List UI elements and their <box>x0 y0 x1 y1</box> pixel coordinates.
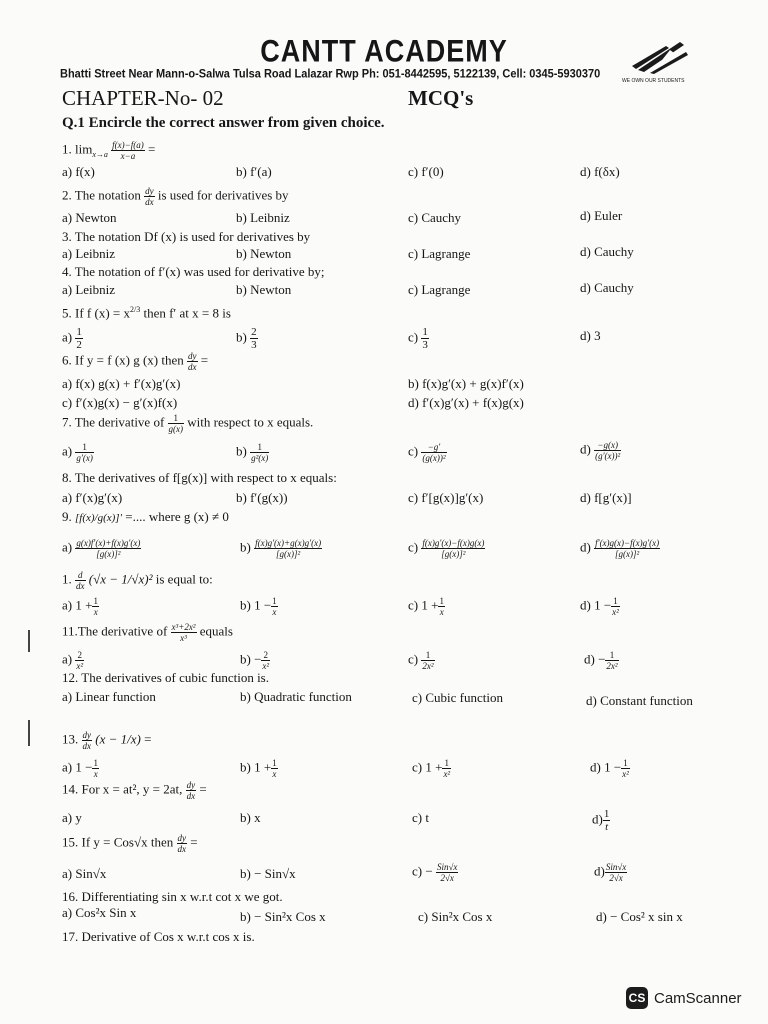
question-5: 5. If f $(x) = x^{2/3}$ then f′ at x = 8 is <box>62 305 231 321</box>
q16-option-d[interactable]: d) − Cos² x sin x <box>596 909 683 924</box>
academy-title: CANTT ACADEMY <box>260 33 508 69</box>
q4-option-a[interactable]: a) Leibniz <box>62 282 116 297</box>
q5-option-d[interactable]: d) 3 <box>580 328 601 343</box>
q14-option-b[interactable]: b) x <box>240 810 261 825</box>
q10-option-c[interactable]: c) 1 + $\frac{1}{x}$ <box>408 596 444 617</box>
q7-option-c[interactable]: c) $\frac{-g'}{\text{(g(x))²}}$ <box>408 442 446 463</box>
q10-option-d[interactable]: d) 1 − $\frac{1}{\text{x²}}$ <box>580 596 619 617</box>
q1-option-c[interactable]: c) f′(0) <box>408 164 444 179</box>
question-7: 7. The derivative of $\frac{1}{g(x)}$ with respect to x equals. <box>62 413 314 434</box>
q11-option-d[interactable]: d) − $\frac{1}{\text{2x²}}$ <box>584 650 618 671</box>
q12-option-d[interactable]: d) Constant function <box>586 693 693 708</box>
q2-option-a[interactable]: a) Newton <box>62 210 117 225</box>
q9-option-b[interactable]: b) $\frac{f(x)g'(x)+g(x)g'(x)}{\text{[g(x)]²}}$ <box>240 538 322 559</box>
q7-option-b[interactable]: b) $\frac{1}{\text{g²(x)}}$ <box>236 442 269 463</box>
q10-option-a[interactable]: a) 1 + $\frac{1}{x}$ <box>62 596 98 617</box>
q13-option-d[interactable]: d) 1 − $\frac{1}{\text{x²}}$ <box>590 758 629 779</box>
q3-option-d[interactable]: d) Cauchy <box>580 244 634 259</box>
q14-option-d[interactable]: d) $\frac{1}{t}$ <box>592 808 610 833</box>
q12-option-b[interactable]: b) Quadratic function <box>240 689 352 704</box>
question-instruction: Q.1 Encircle the correct answer from given choice. <box>62 115 385 131</box>
camscanner-label: CamScanner <box>654 990 742 1007</box>
q2-option-b[interactable]: b) Leibniz <box>236 210 290 225</box>
question-10: 1. $\frac{d}{dx}$ (√x − 1/√x)² is equal to: <box>62 570 213 591</box>
q8-option-c[interactable]: c) f′[g(x)]g′(x) <box>408 490 484 505</box>
q6-option-a[interactable]: a) f(x) g(x) + f′(x)g′(x) <box>62 376 181 391</box>
question-6: 6. If y = f (x) g (x) then $\frac{dy}{dx}$ = <box>62 351 209 372</box>
q14-option-c[interactable]: c) t <box>412 810 429 825</box>
camscanner-logo-icon: CS <box>626 987 648 1009</box>
q4-option-b[interactable]: b) Newton <box>236 282 292 297</box>
question-12: 12. The derivatives of cubic function is. <box>62 670 269 685</box>
q4-option-d[interactable]: d) Cauchy <box>580 280 634 295</box>
q12-option-c[interactable]: c) Cubic function <box>412 690 503 705</box>
q5-option-a[interactable]: a) $\frac{1}{2}$ <box>62 326 82 351</box>
q2-option-d[interactable]: d) Euler <box>580 208 623 223</box>
question-8: 8. The derivatives of f[g(x)] with respect to x equals: <box>62 470 337 485</box>
q10-option-b[interactable]: b) 1 − $\frac{1}{x}$ <box>240 596 277 617</box>
academy-tagline: WE OWN OUR STUDENTS <box>622 78 685 84</box>
margin-mark <box>28 630 30 652</box>
question-11: 11.The derivative of $\frac{\text{x³+2x²}}{\text{x³}}$ equals <box>62 622 233 643</box>
q15-option-a[interactable]: a) Sin√x <box>62 866 107 881</box>
question-17: 17. Derivative of Cos x w.r.t cos x is. <box>62 929 255 944</box>
q8-option-d[interactable]: d) f[g′(x)] <box>580 490 632 505</box>
q7-option-d[interactable]: d) $\frac{-g(x)}{\text{(g′(x))²}}$ <box>580 440 621 461</box>
question-4: 4. The notation of f′(x) was used for derivative by; <box>62 264 325 279</box>
q8-option-b[interactable]: b) f′(g(x)) <box>236 490 288 505</box>
q9-option-c[interactable]: c) $\frac{f(x)g'(x)-f(x)g(x)}{\text{[g(x)]²}}$ <box>408 538 485 559</box>
q13-option-a[interactable]: a) 1 − $\frac{1}{x}$ <box>62 758 98 779</box>
q11-option-c[interactable]: c) $\frac{1}{\text{2x²}}$ <box>408 650 434 671</box>
question-14: 14. For x = at², y = 2at, $\frac{dy}{dx}$ = <box>62 780 207 801</box>
q13-option-b[interactable]: b) 1 + $\frac{1}{x}$ <box>240 758 277 779</box>
chapter-number: CHAPTER-No- 02 <box>62 86 224 110</box>
section-type: MCQ's <box>408 86 474 110</box>
q15-option-b[interactable]: b) − Sin√x <box>240 866 296 881</box>
q4-option-c[interactable]: c) Lagrange <box>408 282 471 297</box>
question-15: 15. If y = Cos√x then $\frac{dy}{dx}$ = <box>62 833 198 854</box>
academy-address: Bhatti Street Near Mann-o-Salwa Tulsa Road Lalazar Rwp Ph: 051-8442595, 5122139, Cell: 0345-5930370 <box>60 67 601 81</box>
question-16: 16. Differentiating sin x w.r.t cot x we got. <box>62 889 283 904</box>
academy-logo-icon <box>630 40 690 74</box>
q9-option-a[interactable]: a) $\frac{g(x)f'(x)+f(x)g'(x)}{\text{[g(x)]²}}$ <box>62 538 141 559</box>
question-2: 2. The notation $\frac{dy}{dx}$ is used for derivatives by <box>62 186 289 207</box>
q3-option-b[interactable]: b) Newton <box>236 246 292 261</box>
q11-option-a[interactable]: a) $\frac{2}{\text{x²}}$ <box>62 650 84 671</box>
q1-option-d[interactable]: d) f(δx) <box>580 164 620 179</box>
q8-option-a[interactable]: a) f′(x)g′(x) <box>62 490 123 505</box>
q13-option-c[interactable]: c) 1 + $\frac{1}{\text{x²}}$ <box>412 758 451 779</box>
q12-option-a[interactable]: a) Linear function <box>62 689 156 704</box>
q15-option-d[interactable]: d) $\frac{\text{Sin√x}}{2√x}$ <box>594 862 627 883</box>
margin-mark <box>28 720 30 746</box>
question-9: 9. [f(x)/g(x)]′ =.... where g (x) ≠ 0 <box>62 509 229 524</box>
q9-option-d[interactable]: d) $\frac{f'(x)g(x)-f(x)g'(x)}{\text{[g(x)]²}}$ <box>580 538 660 559</box>
q14-option-a[interactable]: a) y <box>62 810 82 825</box>
q11-option-b[interactable]: b) − $\frac{2}{\text{x²}}$ <box>240 650 270 671</box>
q7-option-a[interactable]: a) $\frac{1}{g'(x)}$ <box>62 442 93 463</box>
q1-option-a[interactable]: a) f(x) <box>62 164 95 179</box>
question-13: 13. $\frac{dy}{dx}$ (x − 1/x) = <box>62 730 152 751</box>
q6-option-d[interactable]: d) f′(x)g′(x) + f(x)g(x) <box>408 395 524 410</box>
q16-option-c[interactable]: c) Sin²x Cos x <box>418 909 493 924</box>
q6-option-b[interactable]: b) f(x)g′(x) + g(x)f′(x) <box>408 376 524 391</box>
question-1: 1. $\lim_{x\to a}$ $\frac{f(x)-f(a)}{x-a}$ = <box>62 140 156 161</box>
q3-option-a[interactable]: a) Leibniz <box>62 246 116 261</box>
q15-option-c[interactable]: c) − $\frac{\text{Sin√x}}{2√x}$ <box>412 862 458 883</box>
q5-option-c[interactable]: c) $\frac{1}{3}$ <box>408 326 428 351</box>
q5-option-b[interactable]: b) $\frac{2}{3}$ <box>236 326 257 351</box>
q16-option-b[interactable]: b) − Sin²x Cos x <box>240 909 326 924</box>
q2-option-c[interactable]: c) Cauchy <box>408 210 462 225</box>
question-3: 3. The notation Df (x) is used for derivatives by <box>62 229 311 244</box>
q16-option-a[interactable]: a) Cos²x Sin x <box>62 905 137 920</box>
q1-option-b[interactable]: b) f′(a) <box>236 164 272 179</box>
q3-option-c[interactable]: c) Lagrange <box>408 246 471 261</box>
q6-option-c[interactable]: c) f′(x)g(x) − g′(x)f(x) <box>62 395 178 410</box>
